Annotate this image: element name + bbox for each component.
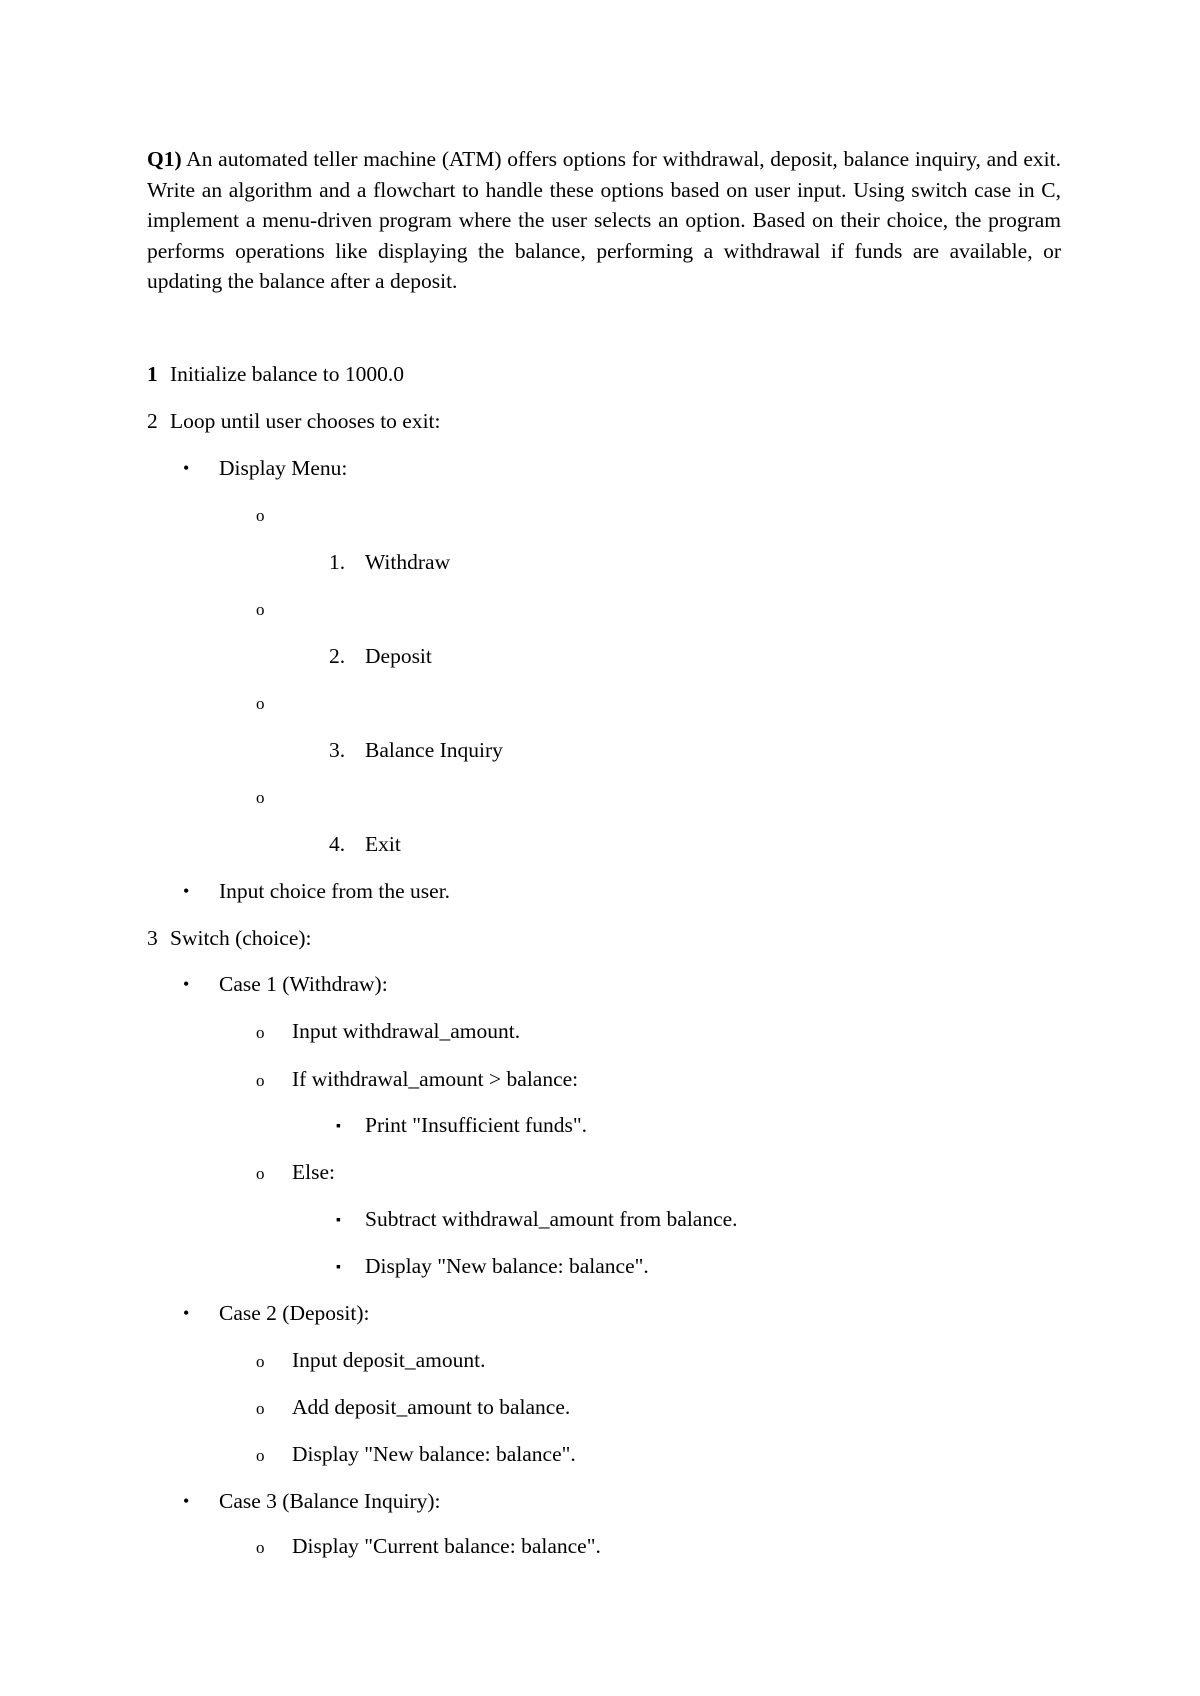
circle-bullet-icon: o [256,694,265,713]
step-3-number: 3 [147,926,158,950]
circle-bullet-icon: o [256,1164,265,1183]
step-1-text: Initialize balance to 1000.0 [170,362,405,386]
case-1-input: Input withdrawal_amount. [292,1019,521,1043]
case-1-subtract: Subtract withdrawal_amount from balance. [365,1207,738,1231]
menu-item-2-label: Deposit [365,644,432,668]
menu-item-1-label: Withdraw [365,550,451,574]
case-1-else: Else: [292,1160,335,1184]
circle-bullet-icon: o [256,1352,265,1371]
case-3-display: Display "Current balance: balance". [292,1534,601,1558]
case-1-if: If withdrawal_amount > balance: [292,1067,579,1091]
circle-bullet-icon: o [256,1023,265,1042]
bullet-icon: • [183,974,190,994]
step-1-number: 1 [147,362,158,386]
case-1-print: Print "Insufficient funds". [365,1113,587,1137]
circle-bullet-icon: o [256,1538,265,1557]
square-bullet-icon: ▪ [336,1213,341,1228]
case-3-heading: Case 3 (Balance Inquiry): [219,1489,441,1513]
circle-bullet-icon: o [256,1446,265,1465]
case-2-add: Add deposit_amount to balance. [292,1395,571,1419]
step-3-text: Switch (choice): [170,926,312,950]
question-text: An automated teller machine (ATM) offers options for withdrawal, deposit, balance inquiry, and exit. Write an algorithm and a flowchart to handle these options based on user input. Using switch case in C, implement a menu-driven program where the user selects an option. Based on their choice, the program performs operations like displaying the balance, performing a withdrawal if funds are available, or updating the balance after a deposit. [147,147,1061,293]
step-2-text: Loop until user chooses to exit: [170,409,441,433]
case-2-input: Input deposit_amount. [292,1348,486,1372]
step-2-number: 2 [147,409,158,433]
display-menu-heading: Display Menu: [219,456,348,480]
bullet-icon: • [183,458,190,478]
menu-item-3-number: 3. [329,738,346,762]
bullet-icon: • [183,1491,190,1511]
menu-item-4-number: 4. [329,832,346,856]
case-2-heading: Case 2 (Deposit): [219,1301,370,1325]
menu-item-2-number: 2. [329,644,346,668]
case-2-display: Display "New balance: balance". [292,1442,576,1466]
circle-bullet-icon: o [256,1071,265,1090]
circle-bullet-icon: o [256,1399,265,1418]
case-1-display: Display "New balance: balance". [365,1254,649,1278]
menu-item-1-number: 1. [329,550,346,574]
question-label: Q1) [147,147,182,171]
square-bullet-icon: ▪ [336,1119,341,1134]
question-paragraph [147,144,1061,297]
bullet-icon: • [183,1303,190,1323]
bullet-icon: • [183,881,190,901]
menu-item-3-label: Balance Inquiry [365,738,503,762]
input-choice-text: Input choice from the user. [219,879,451,903]
circle-bullet-icon: o [256,788,265,807]
circle-bullet-icon: o [256,506,265,525]
circle-bullet-icon: o [256,600,265,619]
case-1-heading: Case 1 (Withdraw): [219,972,388,996]
square-bullet-icon: ▪ [336,1260,341,1275]
menu-item-4-label: Exit [365,832,401,856]
